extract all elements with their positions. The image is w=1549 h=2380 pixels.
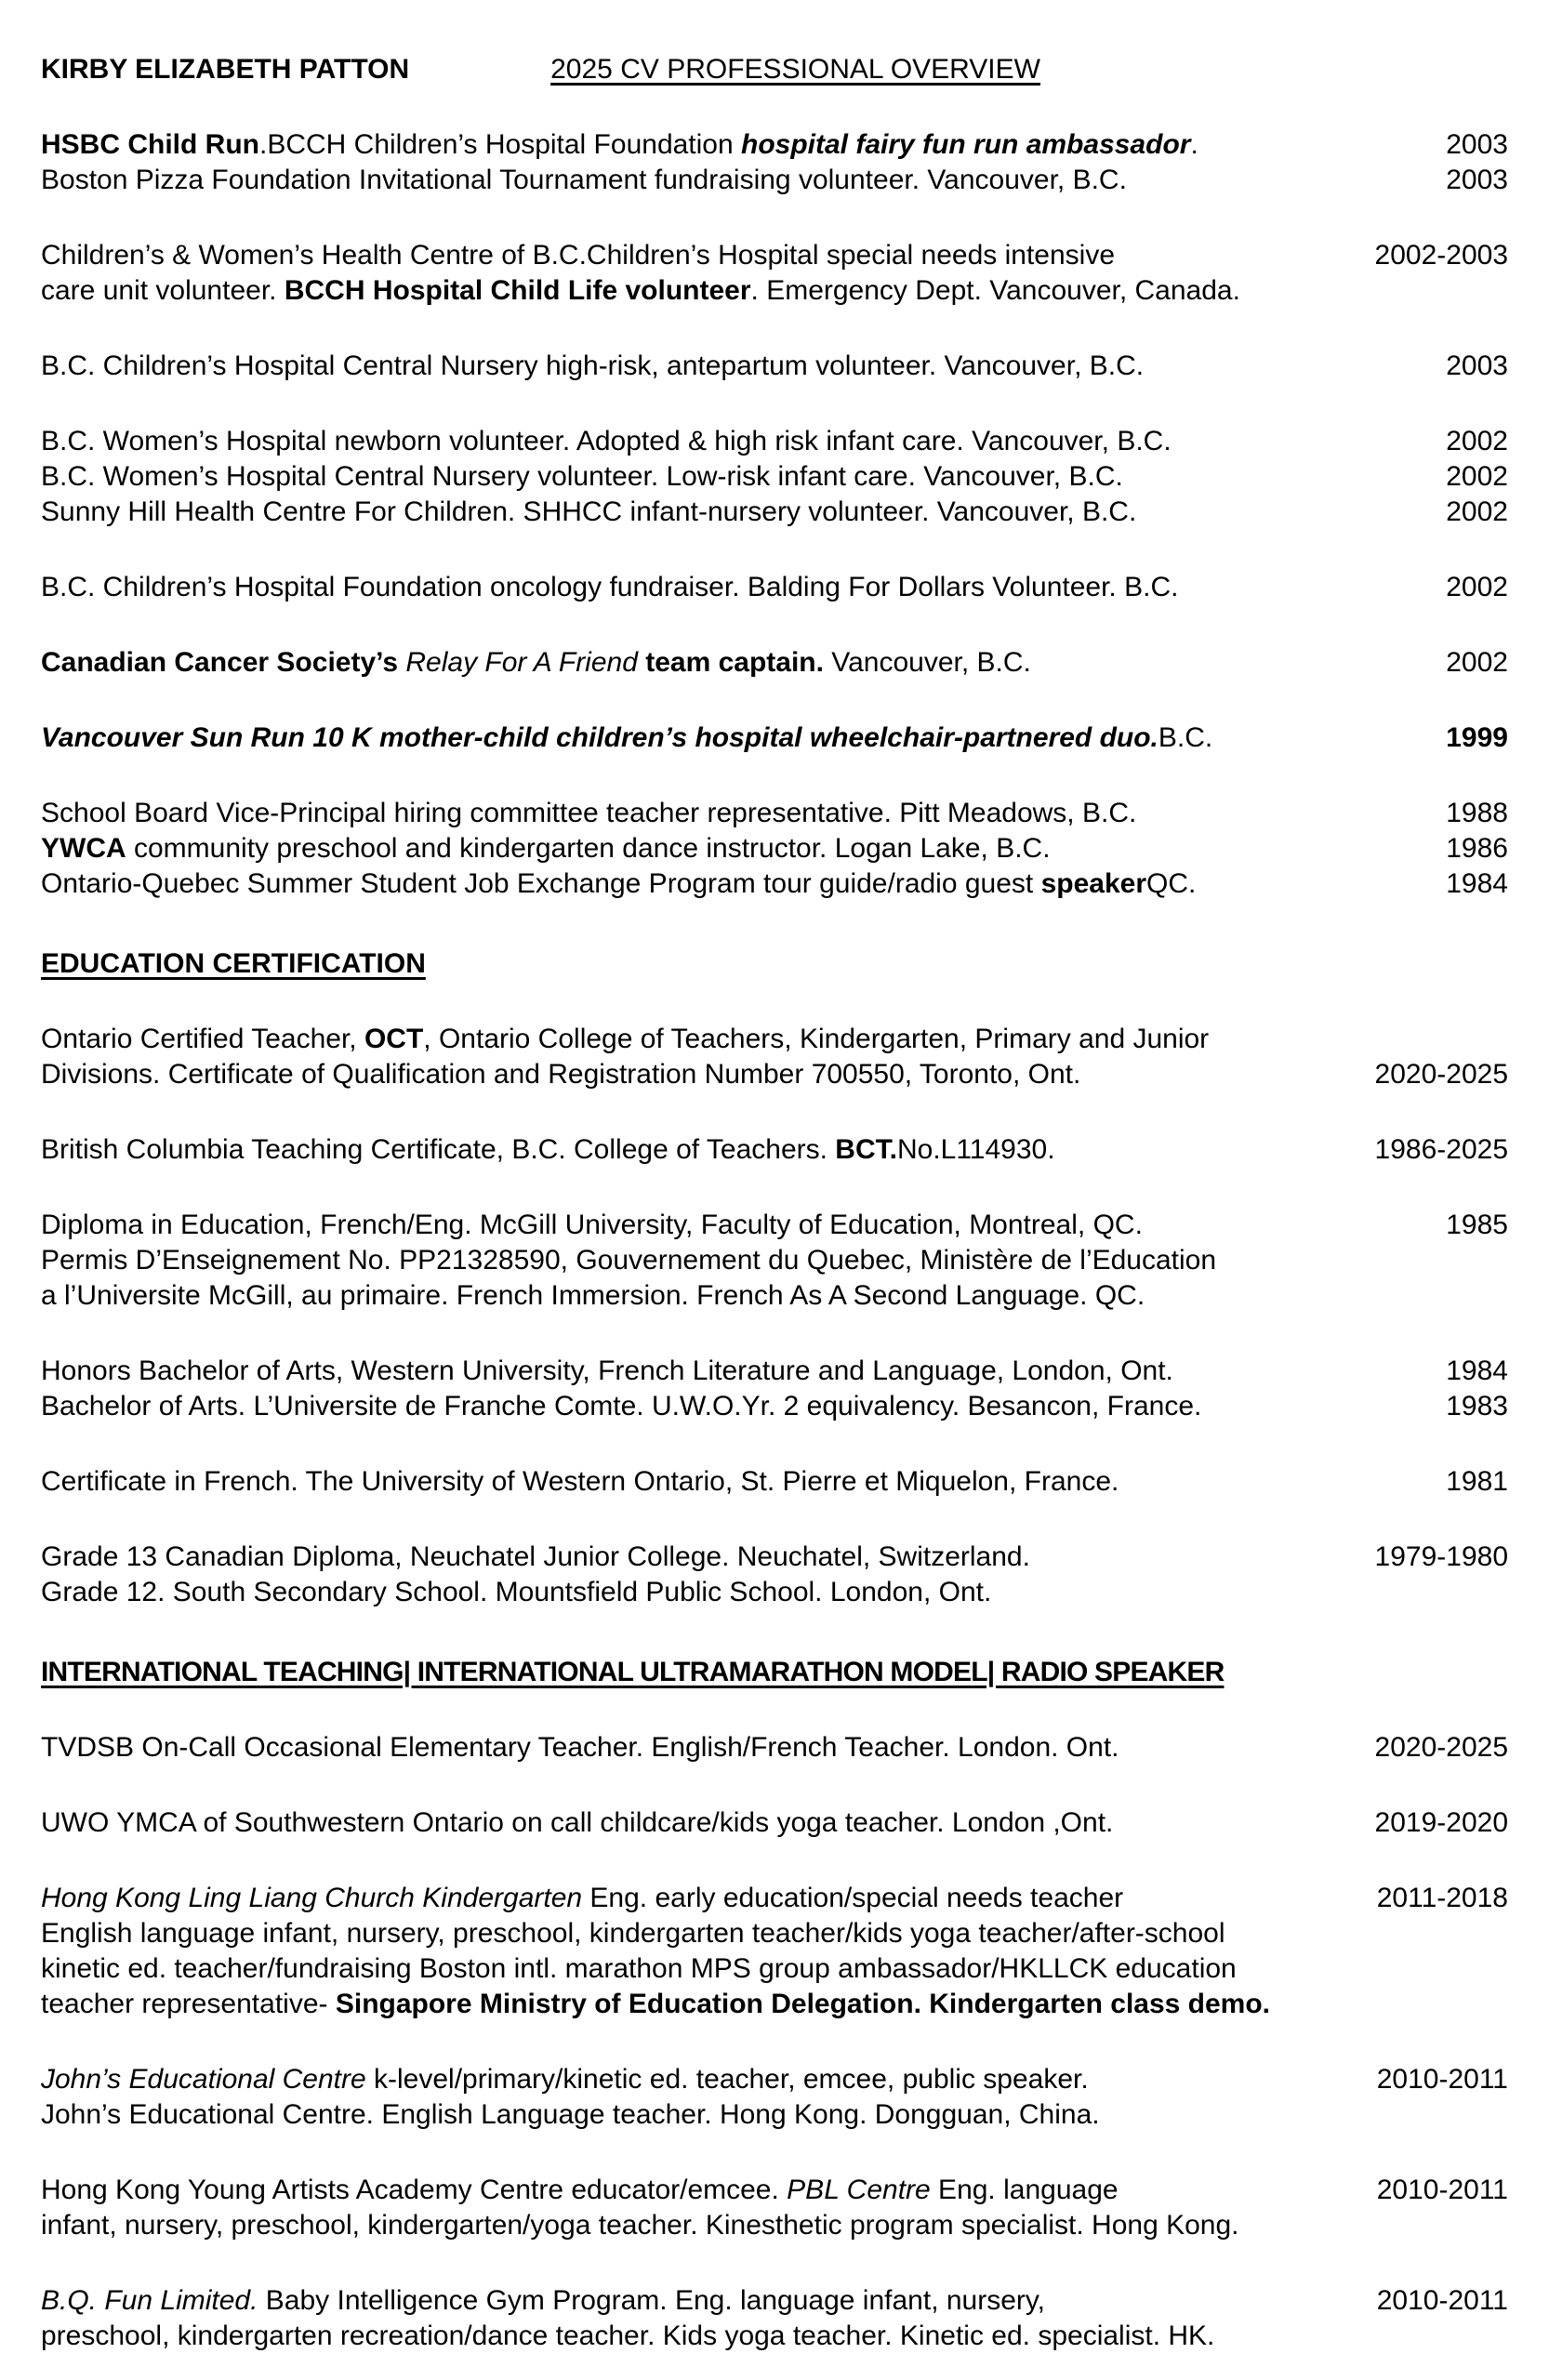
text-run: Divisions. Certificate of Qualification and Registration Number 700550, Toronto, Ont. bbox=[41, 1059, 1081, 1090]
text-run: k-level/primary/kinetic ed. teacher, emcee, public speaker. bbox=[365, 2064, 1089, 2095]
year-label: 1983 bbox=[1446, 1391, 1508, 1421]
para-bq-fun-limited bbox=[41, 2283, 1508, 2354]
cv-line bbox=[41, 495, 1508, 530]
line-text bbox=[41, 495, 1136, 530]
cv-line bbox=[41, 1057, 1508, 1092]
text-run: Hong Kong Ling Liang Church Kindergarten bbox=[41, 1883, 583, 1913]
year-label: 1986 bbox=[1446, 833, 1508, 864]
para-vancouver-sun-run bbox=[41, 721, 1508, 756]
line-text bbox=[41, 1022, 1209, 1057]
para-oncology-fundraiser bbox=[41, 570, 1508, 605]
year-label: 2002 bbox=[1446, 426, 1508, 456]
year-label: 2011-2018 bbox=[1376, 1883, 1508, 1913]
text-run: B.C. bbox=[1158, 722, 1213, 753]
year-label: 2002 bbox=[1446, 461, 1508, 492]
text-run: John’s Educational Centre bbox=[41, 2064, 366, 2095]
text-run: Eng. early education/special needs teacher bbox=[582, 1883, 1124, 1913]
para-canadian-cancer-society bbox=[41, 645, 1508, 681]
line-text bbox=[41, 645, 1031, 681]
year-label: 1984 bbox=[1446, 1355, 1508, 1386]
para-western-ba bbox=[41, 1354, 1508, 1424]
line-text bbox=[41, 1730, 1119, 1765]
para-bc-teaching-certificate bbox=[41, 1132, 1508, 1168]
cv-line bbox=[41, 2097, 1508, 2133]
line-text bbox=[41, 2208, 1239, 2243]
text-run: HSBC Child Run bbox=[41, 129, 259, 160]
cv-line bbox=[41, 1881, 1508, 1916]
text-run: B.C. Children’s Hospital Central Nursery high-risk, antepartum volunteer. Vancouver, B.C. bbox=[41, 350, 1145, 381]
line-text bbox=[41, 2283, 1045, 2319]
line-text bbox=[41, 570, 1178, 605]
text-run: Baby Intelligence Gym Program. Eng. language infant, nursery, bbox=[258, 2285, 1045, 2316]
text-run: Relay For A Friend bbox=[405, 647, 646, 678]
text-run: Eng. language bbox=[930, 2175, 1119, 2205]
line-text bbox=[41, 2319, 1214, 2354]
text-run: Grade 12. South Secondary School. Mountsfield Public School. London, Ont. bbox=[41, 1577, 992, 1607]
line-text bbox=[41, 459, 1123, 495]
cv-line bbox=[41, 721, 1508, 756]
text-run: British Columbia Teaching Certificate, B.C. College of Teachers. bbox=[41, 1134, 836, 1165]
line-text bbox=[41, 831, 1051, 866]
section-heading-text: EDUCATION CERTIFICATION bbox=[41, 948, 426, 979]
text-run: QC. bbox=[1146, 868, 1197, 899]
para-uwo-ymca bbox=[41, 1805, 1508, 1841]
year-label: 1985 bbox=[1446, 1210, 1508, 1240]
line-text bbox=[41, 1389, 1201, 1424]
text-run: BCCH Hospital Child Life volunteer bbox=[284, 275, 751, 306]
cv-line bbox=[41, 866, 1508, 902]
text-run: School Board Vice-Principal hiring committee teacher representative. Pitt Meadows, B.C. bbox=[41, 798, 1137, 828]
text-run: kinetic ed. teacher/fundraising Boston intl. marathon MPS group ambassador/HKLLCK education bbox=[41, 1953, 1237, 1984]
cv-line bbox=[41, 1951, 1508, 1987]
cv-line bbox=[41, 2062, 1508, 2097]
cv-line bbox=[41, 2208, 1508, 2243]
year-label: 2010-2011 bbox=[1376, 2285, 1508, 2316]
para-childrens-womens-health bbox=[41, 238, 1508, 309]
text-run: Sunny Hill Health Centre For Children. SHHCC infant-nursery volunteer. Vancouver, B.C. bbox=[41, 496, 1137, 527]
text-run: Canadian Cancer Society’s bbox=[41, 647, 406, 678]
year-label: 2019-2020 bbox=[1374, 1807, 1508, 1838]
text-run: Grade 13 Canadian Diploma, Neuchatel Junior College. Neuchatel, Switzerland. bbox=[41, 1541, 1030, 1572]
text-run: teacher representative- bbox=[41, 1989, 336, 2019]
cv-line bbox=[41, 645, 1508, 681]
line-text bbox=[41, 1881, 1123, 1916]
text-run: . bbox=[1190, 129, 1198, 160]
line-text bbox=[41, 1540, 1030, 1575]
para-grade-13 bbox=[41, 1540, 1508, 1610]
cv-line bbox=[41, 796, 1508, 831]
text-run: Certificate in French. The University of Western Ontario, St. Pierre et Miquelon, France. bbox=[41, 1466, 1119, 1497]
cv-line bbox=[41, 570, 1508, 605]
line-text bbox=[41, 349, 1144, 384]
section-heading-international bbox=[41, 1655, 1508, 1690]
text-run: Singapore Ministry of Education Delegation. Kindergarten class demo. bbox=[335, 1989, 1271, 2019]
text-run: B.C. Children’s Hospital Foundation oncology fundraiser. Balding For Dollars Volunteer. B.C. bbox=[41, 572, 1179, 602]
cv-line bbox=[41, 1575, 1508, 1610]
text-run: English language infant, nursery, preschool, kindergarten teacher/kids yoga teacher/after-school bbox=[41, 1918, 1225, 1949]
line-text bbox=[41, 1354, 1173, 1389]
text-run: OCT bbox=[364, 1024, 424, 1054]
cv-line bbox=[41, 1805, 1508, 1841]
text-run: care unit volunteer. bbox=[41, 275, 285, 306]
text-run: John’s Educational Centre. English Language teacher. Hong Kong. Dongguan, China. bbox=[41, 2099, 1100, 2130]
text-run: Hong Kong Young Artists Academy Centre educator/emcee. bbox=[41, 2175, 788, 2205]
cv-line bbox=[41, 238, 1508, 273]
line-text bbox=[41, 127, 1198, 163]
line-text bbox=[41, 273, 1240, 309]
text-run: Bachelor of Arts. L’Universite de Franche Comte. U.W.O.Yr. 2 equivalency. Besancon, France. bbox=[41, 1391, 1202, 1421]
cv-line bbox=[41, 1354, 1508, 1389]
line-text bbox=[41, 1951, 1237, 1987]
cv-line bbox=[41, 127, 1508, 163]
para-school-board-ywca bbox=[41, 796, 1508, 902]
year-label: 2020-2025 bbox=[1374, 1732, 1508, 1763]
line-text bbox=[41, 1987, 1270, 2022]
year-label: 1984 bbox=[1446, 868, 1508, 899]
cv-line bbox=[41, 1022, 1508, 1057]
text-run: , Ontario College of Teachers, Kindergarten, Primary and Junior bbox=[423, 1024, 1210, 1054]
year-label: 2002 bbox=[1446, 572, 1508, 602]
text-run: B.C. Women’s Hospital Central Nursery volunteer. Low-risk infant care. Vancouver, B.C. bbox=[41, 461, 1123, 492]
para-tvdsb bbox=[41, 1730, 1508, 1765]
year-label: 2003 bbox=[1446, 129, 1508, 160]
line-text bbox=[41, 1805, 1113, 1841]
text-run: . Emergency Dept. Vancouver, Canada. bbox=[750, 275, 1240, 306]
text-run: Honors Bachelor of Arts, Western University, French Literature and Language, London, Ont. bbox=[41, 1355, 1173, 1386]
text-run: infant, nursery, preschool, kindergarten/yoga teacher. Kinesthetic program specialist. Hong Kong. bbox=[41, 2210, 1239, 2241]
cv-line bbox=[41, 1243, 1508, 1278]
year-label: 2003 bbox=[1446, 350, 1508, 381]
text-run: BCT. bbox=[835, 1134, 897, 1165]
line-text bbox=[41, 2062, 1089, 2097]
text-run: B.C. Women’s Hospital newborn volunteer. Adopted & high risk infant care. Vancouver, B.C. bbox=[41, 426, 1172, 456]
text-run: Permis D’Enseignement No. PP21328590, Gouvernement du Quebec, Ministère de l’Education bbox=[41, 1245, 1217, 1276]
text-run: a l’Universite McGill, au primaire. French Immersion. French As A Second Language. QC. bbox=[41, 1280, 1145, 1311]
text-run: team captain. bbox=[645, 647, 824, 678]
text-run: Vancouver, B.C. bbox=[823, 647, 1031, 678]
text-run: PBL Centre bbox=[787, 2175, 931, 2205]
year-label: 1986-2025 bbox=[1374, 1134, 1508, 1165]
para-johns-educational bbox=[41, 2062, 1508, 2133]
text-run: Children’s & Women’s Health Centre of B.C.Children’s Hospital special needs intensive bbox=[41, 240, 1116, 271]
text-run: Diploma in Education, French/Eng. McGill University, Faculty of Education, Montreal, QC. bbox=[41, 1210, 1143, 1240]
cv-line bbox=[41, 1987, 1508, 2022]
year-label: 2003 bbox=[1446, 165, 1508, 195]
text-run: Boston Pizza Foundation Invitational Tournament fundraising volunteer. Vancouver, B.C. bbox=[41, 165, 1127, 195]
cv-line bbox=[41, 1916, 1508, 1951]
cv-line bbox=[41, 1389, 1508, 1424]
cv-line bbox=[41, 1278, 1508, 1314]
cv-line bbox=[41, 1730, 1508, 1765]
cv-line bbox=[41, 349, 1508, 384]
year-label: 2020-2025 bbox=[1374, 1059, 1508, 1090]
text-run: Ontario Certified Teacher, bbox=[41, 1024, 364, 1054]
year-label: 2010-2011 bbox=[1376, 2064, 1508, 2095]
section-heading-education bbox=[41, 946, 1508, 982]
text-run: preschool, kindergarten recreation/dance teacher. Kids yoga teacher. Kinetic ed. specialist. HK. bbox=[41, 2320, 1215, 2351]
cv-line bbox=[41, 459, 1508, 495]
text-run: .BCCH Children’s Hospital Foundation bbox=[258, 129, 742, 160]
line-text bbox=[41, 424, 1172, 459]
cv-line bbox=[41, 2173, 1508, 2208]
year-label: 1981 bbox=[1446, 1466, 1508, 1497]
text-run: hospital fairy fun run ambassador bbox=[741, 129, 1191, 160]
cv-line bbox=[41, 1464, 1508, 1500]
text-run: UWO YMCA of Southwestern Ontario on call childcare/kids yoga teacher. London ,Ont. bbox=[41, 1807, 1114, 1838]
cv-line bbox=[41, 2319, 1508, 2354]
person-name: KIRBY ELIZABETH PATTON bbox=[41, 54, 410, 85]
cv-line bbox=[41, 831, 1508, 866]
text-run: B.Q. Fun Limited. bbox=[41, 2285, 258, 2316]
year-label: 1979-1980 bbox=[1374, 1541, 1508, 1572]
cv-line bbox=[41, 1208, 1508, 1243]
text-run: No.L114930. bbox=[896, 1134, 1055, 1165]
line-text bbox=[41, 2173, 1119, 2208]
line-text bbox=[41, 1916, 1225, 1951]
cv-line bbox=[41, 424, 1508, 459]
text-run: community preschool and kindergarten dance instructor. Logan Lake, B.C. bbox=[126, 833, 1051, 864]
para-hkllck bbox=[41, 1881, 1508, 2022]
year-label: 1988 bbox=[1446, 798, 1508, 828]
line-text bbox=[41, 163, 1127, 198]
section-heading-text: INTERNATIONAL TEACHING| INTERNATIONAL ULTRAMARATHON MODEL| RADIO SPEAKER bbox=[41, 1657, 1225, 1687]
line-text bbox=[41, 1575, 991, 1610]
cv-line bbox=[41, 1132, 1508, 1168]
para-oct-certificate bbox=[41, 1022, 1508, 1092]
text-run: Vancouver Sun Run 10 K mother-child children’s hospital wheelchair-partnered duo. bbox=[41, 722, 1158, 753]
text-run: TVDSB On-Call Occasional Elementary Teacher. English/French Teacher. London. Ont. bbox=[41, 1732, 1119, 1763]
year-label: 2010-2011 bbox=[1376, 2175, 1508, 2205]
cv-line bbox=[41, 1540, 1508, 1575]
text-run: YWCA bbox=[41, 833, 126, 864]
line-text bbox=[41, 796, 1136, 831]
line-text bbox=[41, 1057, 1080, 1092]
para-hsbc-child-run bbox=[41, 127, 1508, 198]
line-text bbox=[41, 1208, 1143, 1243]
cv-header bbox=[41, 52, 1508, 87]
year-label: 2002 bbox=[1446, 647, 1508, 678]
text-run: speaker bbox=[1040, 868, 1147, 899]
line-text bbox=[41, 721, 1212, 756]
line-text bbox=[41, 238, 1115, 273]
cv-line bbox=[41, 273, 1508, 309]
para-mcgill-diploma bbox=[41, 1208, 1508, 1314]
year-label: 1999 bbox=[1446, 722, 1508, 753]
line-text bbox=[41, 1132, 1055, 1168]
para-central-nursery bbox=[41, 349, 1508, 384]
line-text bbox=[41, 1464, 1119, 1500]
cv-line bbox=[41, 163, 1508, 198]
para-certificate-french bbox=[41, 1464, 1508, 1500]
line-text bbox=[41, 1278, 1145, 1314]
line-text bbox=[41, 2097, 1100, 2133]
line-text bbox=[41, 1243, 1216, 1278]
page-title: 2025 CV PROFESSIONAL OVERVIEW bbox=[550, 54, 1040, 85]
para-womens-hospital bbox=[41, 424, 1508, 530]
text-run: Ontario-Quebec Summer Student Job Exchange Program tour guide/radio guest bbox=[41, 868, 1041, 899]
line-text bbox=[41, 866, 1196, 902]
year-label: 2002-2003 bbox=[1374, 240, 1508, 271]
cv-line bbox=[41, 2283, 1508, 2319]
para-hk-young-artists bbox=[41, 2173, 1508, 2243]
year-label: 2002 bbox=[1446, 496, 1508, 527]
